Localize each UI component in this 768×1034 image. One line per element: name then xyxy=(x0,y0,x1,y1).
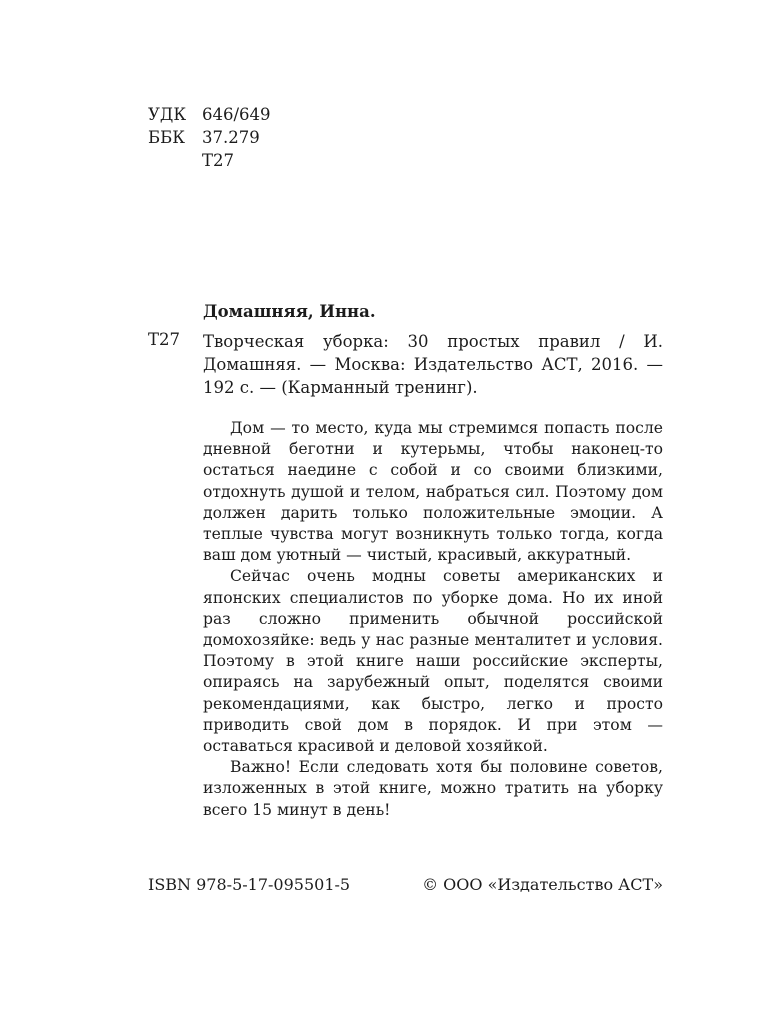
udk-label: УДК xyxy=(148,105,187,124)
bbk-label: ББК xyxy=(148,128,186,147)
footer xyxy=(148,875,663,894)
copyright-notice: © ООО «Издательство АСТ» xyxy=(422,875,663,894)
annotation xyxy=(203,418,663,821)
bbk-row xyxy=(148,126,271,149)
udk-value: 646/649 xyxy=(202,105,271,124)
bbk-value: 37.279 xyxy=(202,128,260,147)
classification-codes xyxy=(148,103,271,172)
udk-row xyxy=(148,103,271,126)
annotation-paragraph: Дом — то место, куда мы стремимся попасть после дневной беготни и кутерьмы, чтобы наконец-то остаться наедине с собой и со своими близкими, отдохнуть душой и телом, набраться сил. Поэтому дом должен дарить только положительные эмоции. А теплые чувства могут возникнуть только тогда, когда ваш дом уютный — чистый, красивый, аккуратный. xyxy=(203,419,663,565)
author-mark-row xyxy=(148,149,271,172)
bibliographic-description: Творческая уборка: 30 простых правил / И. Домашняя. — Москва: Издательство АСТ, 2016. — 192 с. — (Карманный тренинг). xyxy=(203,332,663,397)
record-author: Домашняя, Инна. xyxy=(203,302,376,321)
annotation-paragraph: Важно! Если следовать хотя бы половине советов, изложенных в этой книге, можно тратить на уборку всего 15 минут в день! xyxy=(203,758,663,819)
record-author-mark: Т27 xyxy=(148,330,181,349)
isbn: ISBN 978-5-17-095501-5 xyxy=(148,875,351,894)
annotation-paragraph: Сейчас очень модны советы американских и японских специалистов по уборке дома. Но их иной раз сложно применить обычной российской домохозяйке: ведь у нас разные менталитет и условия. Поэтому в этой книге наши российские эксперты, опираясь на зарубежный опыт, поделятся своими рекомендациями, как быстро, легко и просто приводить свой дом в порядок. И при этом — оставаться красивой и деловой хозяйкой. xyxy=(203,567,663,756)
author-mark-code: Т27 xyxy=(202,151,235,170)
